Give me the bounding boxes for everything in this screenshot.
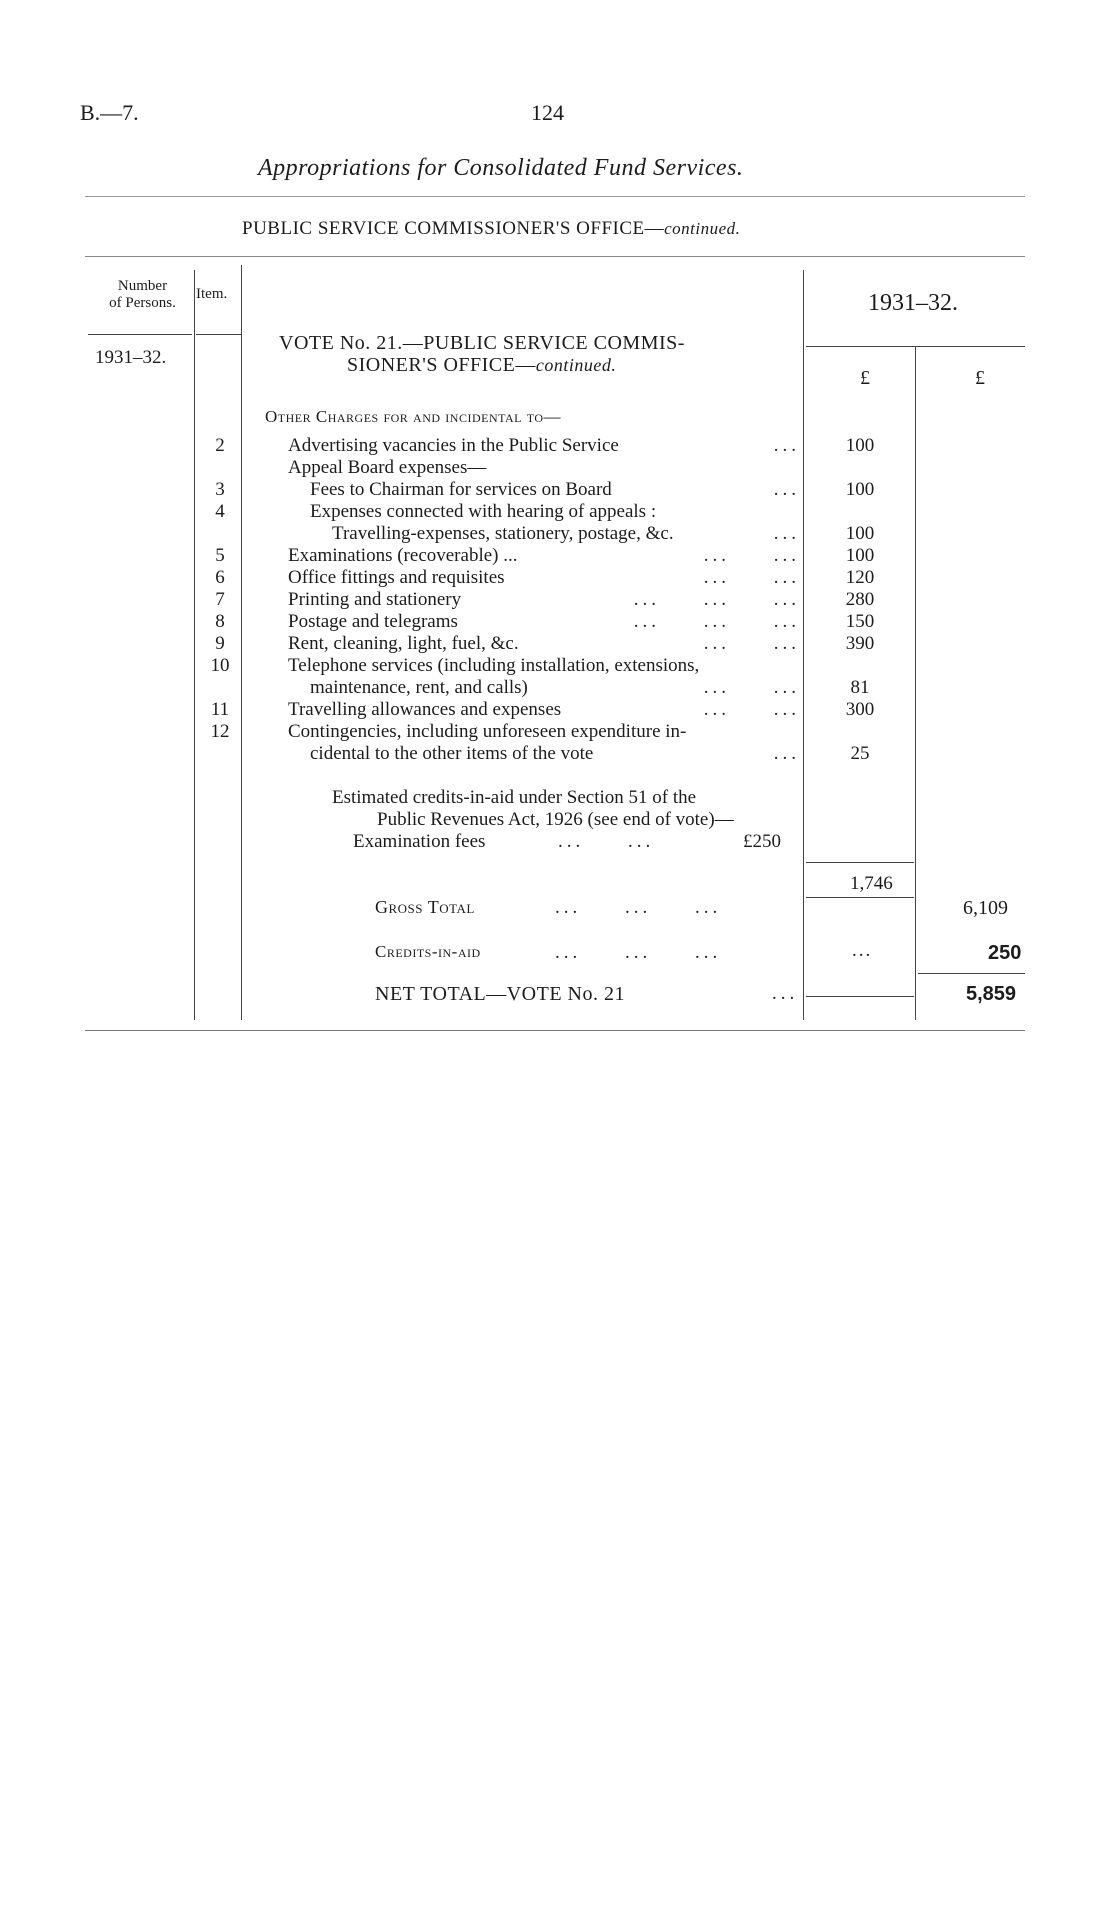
- item-head: Item.: [196, 286, 228, 302]
- persons-column-rule: [194, 270, 195, 1020]
- item-description: cidental to the other items of the vote: [310, 743, 594, 764]
- credits-in-aid-amount: 250: [988, 942, 1022, 964]
- item-number: 5: [215, 545, 225, 566]
- item-amount: 300: [845, 699, 875, 720]
- document-reference: B.—7.: [80, 100, 139, 125]
- item-description: Travelling allowances and expenses: [288, 699, 562, 720]
- gross-total-dots: ... ... ...: [555, 897, 722, 918]
- pound-symbol-col2: £: [975, 367, 985, 389]
- item-dots: ... ...: [703, 633, 800, 654]
- examination-fees-label: Examination fees: [353, 831, 486, 852]
- table-top-rule: [85, 256, 1025, 257]
- item-description: Appeal Board expenses—: [288, 457, 487, 478]
- item-amount: 100: [845, 435, 875, 456]
- vote-heading-continued: continued.: [535, 355, 617, 375]
- item-description: maintenance, rent, and calls): [310, 677, 528, 698]
- item-description: Rent, cleaning, light, fuel, &c.: [288, 633, 519, 654]
- credits-in-aid-label: Credits-in-aid: [375, 942, 481, 961]
- net-total-label: NET TOTAL—VOTE No. 21: [375, 983, 625, 1005]
- description-column-rule: [803, 270, 804, 1020]
- item-dots: ...: [773, 523, 800, 544]
- item-number: 10: [210, 655, 230, 676]
- net-total-col1-rule: [806, 996, 914, 997]
- subtotal-top-rule: [806, 862, 914, 863]
- subtitle-continued: continued.: [664, 219, 741, 238]
- item-description: Examinations (recoverable) ...: [288, 545, 518, 566]
- item-amount: 120: [845, 567, 875, 588]
- examination-fees-dots: ... ...: [558, 831, 655, 852]
- item-description: Advertising vacancies in the Public Service: [288, 435, 619, 456]
- item-description: Printing and stationery: [288, 589, 462, 610]
- item-dots: ... ...: [703, 545, 800, 566]
- item-amount: 100: [845, 545, 875, 566]
- item-head-rule: [196, 334, 241, 335]
- credits-note-line1: Estimated credits-in-aid under Section 51 of the: [332, 787, 697, 808]
- item-number: 4: [215, 501, 225, 522]
- page-title: Appropriations for Consolidated Fund Services.: [258, 155, 744, 181]
- subtotal-amount: 1,746: [850, 873, 893, 894]
- credits-in-aid-col1: ...: [852, 940, 873, 961]
- item-dots: ... ... ...: [633, 589, 800, 610]
- title-rule: [85, 196, 1025, 197]
- vote-heading-line1: VOTE No. 21.—PUBLIC SERVICE COMMIS-: [279, 332, 685, 354]
- item-amount: 280: [845, 589, 875, 610]
- subtotal-bottom-rule: [806, 897, 914, 898]
- credits-note-line2: Public Revenues Act, 1926 (see end of vote)—: [377, 809, 734, 830]
- year-head: 1931–32.: [868, 290, 958, 316]
- section-subtitle: [242, 218, 740, 240]
- number-of-persons-head: [95, 278, 190, 312]
- gross-total-label: Gross Total: [375, 897, 475, 917]
- item-description: Postage and telegrams: [288, 611, 458, 632]
- item-number: 11: [210, 699, 230, 720]
- item-amount: 25: [850, 743, 870, 764]
- item-dots: ...: [773, 479, 800, 500]
- item-dots: ... ...: [703, 699, 800, 720]
- page-number: 124: [531, 100, 564, 125]
- item-amount: 100: [845, 479, 875, 500]
- item-number: 3: [215, 479, 225, 500]
- pound-symbol-col1: £: [860, 367, 870, 389]
- persons-year: 1931–32.: [95, 347, 167, 368]
- net-total-amount: 5,859: [966, 983, 1017, 1005]
- credits-in-aid-dots: ... ... ...: [555, 942, 722, 963]
- item-dots: ... ...: [703, 677, 800, 698]
- year-head-rule: [806, 346, 1025, 347]
- item-description: Contingencies, including unforeseen expenditure in-: [288, 721, 687, 742]
- item-number: 2: [215, 435, 225, 456]
- item-dots: ... ... ...: [633, 611, 800, 632]
- item-amount: 100: [845, 523, 875, 544]
- item-amount: 390: [845, 633, 875, 654]
- net-total-dots: ...: [772, 983, 799, 1004]
- persons-head-rule: [88, 334, 192, 335]
- item-description: Fees to Chairman for services on Board: [310, 479, 612, 500]
- item-description: Telephone services (including installation, extensions,: [288, 655, 700, 676]
- table-bottom-rule: [85, 1030, 1025, 1031]
- item-dots: ...: [773, 743, 800, 764]
- item-number: 6: [215, 567, 225, 588]
- other-charges-heading: Other Charges for and incidental to—: [265, 407, 562, 426]
- net-total-top-rule-col2: [918, 973, 1025, 974]
- item-description: Travelling-expenses, stationery, postage, &c.: [332, 523, 674, 544]
- examination-fees-amount: £250: [743, 831, 781, 852]
- credits-note-line3: [353, 831, 793, 853]
- item-number: 12: [210, 721, 230, 742]
- number-of-persons-line2: of Persons.: [109, 295, 176, 311]
- subtitle-main: PUBLIC SERVICE COMMISSIONER'S OFFICE—: [242, 218, 665, 239]
- item-description: Office fittings and requisites: [288, 567, 505, 588]
- item-number: 8: [215, 611, 225, 632]
- item-column-rule: [241, 265, 242, 1020]
- vote-heading-main: SIONER'S OFFICE—: [347, 354, 536, 376]
- vote-heading-line2: [347, 354, 616, 377]
- item-description: Expenses connected with hearing of appeals :: [310, 501, 657, 522]
- item-number: 7: [215, 589, 225, 610]
- item-dots: ...: [773, 435, 800, 456]
- number-of-persons-line1: Number: [117, 278, 168, 294]
- amount-column-rule: [915, 347, 916, 1020]
- gross-total-amount: 6,109: [963, 897, 1008, 919]
- item-dots: ... ...: [703, 567, 800, 588]
- item-amount: 150: [845, 611, 875, 632]
- item-number: 9: [215, 633, 225, 654]
- item-amount: 81: [850, 677, 870, 698]
